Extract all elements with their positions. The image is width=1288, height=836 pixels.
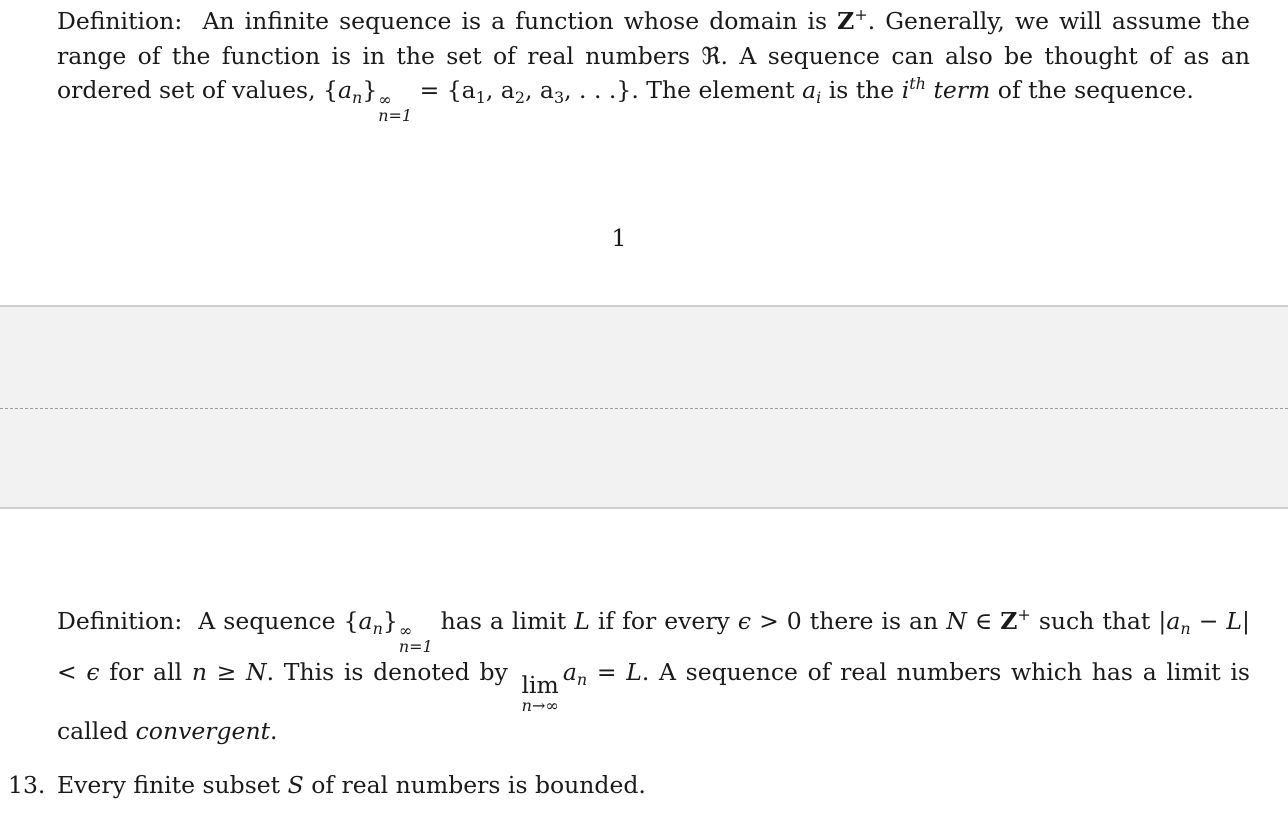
item-text: Every finite subset [57, 771, 281, 799]
page-break-separator [0, 305, 1288, 509]
plus-superscript: + [1017, 605, 1031, 625]
definition-text: . Generally, we will assume the range of the function is in the set of real numbers [57, 7, 1250, 70]
z-symbol: Z [837, 7, 855, 35]
period: . [270, 716, 278, 745]
page-break-dashed-line [0, 408, 1288, 409]
epsilon-symbol: ϵ [737, 607, 752, 635]
n-variable: N [946, 607, 967, 635]
definition-text: . A sequence of real numbers which has a limit is called [57, 658, 1250, 745]
definition-prefix: Definition: [57, 7, 183, 35]
plus-superscript: + [854, 5, 868, 25]
definition-limit [57, 604, 1250, 748]
z-symbol: Z [1000, 607, 1018, 635]
definition-text: for all [109, 658, 183, 687]
n-ge-n-expression: n ≥ N [191, 658, 267, 687]
definition-text: has a limit [440, 607, 567, 635]
sequence-notation: $\{a_n\}$ ∞ n=1 [343, 607, 433, 657]
definition-text: if for every [597, 607, 730, 635]
page-number: 1 [611, 224, 627, 252]
absolute-value-expression: $|a_n - L|$ < [57, 607, 1250, 687]
exercise-item-13 [8, 768, 646, 803]
limit-operator: lim n→∞ [521, 671, 559, 715]
term-word: term [933, 76, 991, 104]
definition-text: is the [828, 76, 895, 104]
greater-than-zero: > 0 [759, 607, 802, 635]
definition-text: of the sequence. [997, 76, 1194, 104]
definition-text: there is an [809, 607, 939, 635]
element-ai: $a_i$ [802, 76, 822, 107]
definition-text: An infinite sequence is a function whose domain is [202, 7, 828, 35]
sequence-notation: $\{a_n\}$ ∞ n=1 = {$a_1$, $a_2$, $a_3$, . . .} [323, 76, 632, 126]
definition-text: . The element [631, 76, 795, 104]
definition-text: . This is denoted by [266, 658, 508, 687]
real-numbers-symbol: ℜ [701, 41, 721, 70]
definition-text: A sequence [198, 607, 336, 635]
set-variable: S [287, 771, 304, 799]
item-text: of real numbers is bounded. [311, 771, 646, 799]
limit-expression: $a_n = L$ [562, 658, 642, 689]
definition-text: such that [1038, 607, 1151, 635]
definition-infinite-sequence [57, 4, 1250, 124]
ith-notation: $i^{th}$ [901, 74, 926, 104]
item-number: 13. [8, 771, 46, 799]
convergent-word: convergent [135, 716, 271, 745]
definition-prefix: Definition: [57, 607, 183, 635]
epsilon-symbol: ϵ [86, 658, 100, 687]
definition-text: . A sequence can also be thought of as an ordered set of values, [57, 41, 1250, 104]
limit-variable: L [574, 607, 590, 635]
element-of-symbol: ∈ [974, 607, 993, 635]
